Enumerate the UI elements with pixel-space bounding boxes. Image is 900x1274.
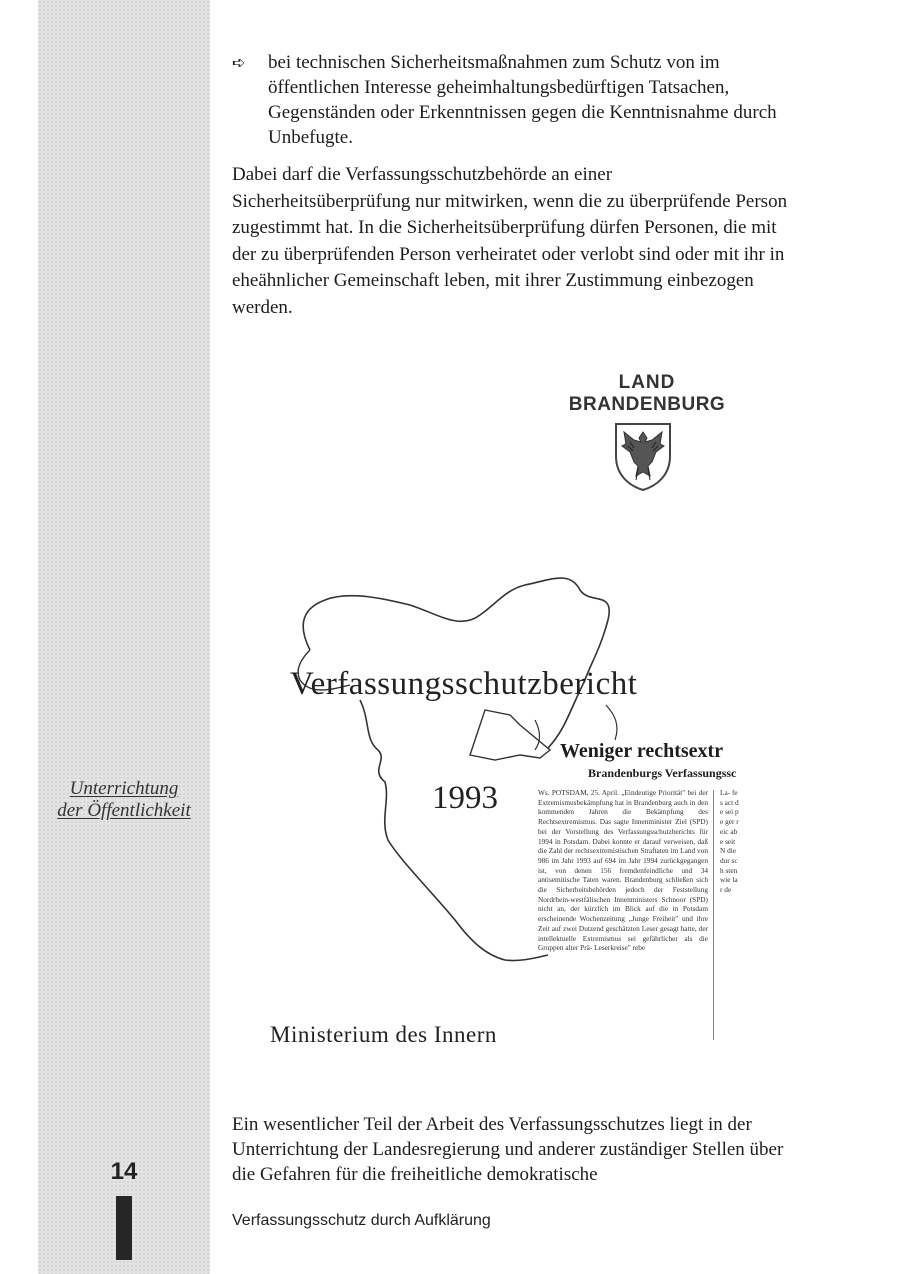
land-brandenburg-logo [562,372,732,416]
cover-title: Verfassungsschutzbericht [290,666,638,702]
sidebar-heading-line1: Unterrichtung [69,778,179,799]
clipping-second-column: La- fes act de sei pe ger reic abe seit N die dur sch sten wie lar de [720,788,739,895]
newspaper-clipping [530,740,740,1050]
logo-line1: LAND [618,372,676,393]
cover-year: 1993 [432,780,498,816]
sidebar-heading-line2: der Öffentlichkeit [57,800,191,821]
paragraph-security-check: Dabei darf die Verfassungsschutzbehörde an einer Sicherheitsüberprüfung nur mitwirken, wenn die zu überprüfende Person zugestimmt hat. In die Sicherheitsüberprüfung dürfen Personen, die mit der zu überprüfenden Person verheiratet oder verlobt sind oder mit ihr in eheähnlicher Gemeinschaft leben, mit ihrer Zustimmung einbezogen werden. [232,164,788,318]
paragraph-information: Ein wesentlicher Teil der Arbeit des Verfassungsschutzes liegt in der Unterrichtung der Landesregierung und anderer zuständiger Stellen über die Gefahren für die freiheitliche demokratische [232,1114,784,1185]
cover-ministry: Ministerium des Innern [270,1022,497,1047]
page-footer: Verfassungsschutz durch Aufklärung [232,1212,491,1229]
arrow-bullet-icon: ➪ [232,55,246,72]
sidebar-heading [38,778,210,822]
page-number: 14 [110,1158,138,1185]
clipping-headline: Weniger rechtsextr [560,740,724,762]
clipping-column-rule [713,790,714,1040]
clipping-body: Ws. POTSDAM, 25. April. „Eindeutige Priorität" bei der Extremismusbekämpfung hat in Brandenburg auch in den kommenden Jahren die Bekämpfung des Rechtsextremismus. Das sagte Innenminister Ziel (SPD) bei der Vorstellung des Verfassungsschutzberichts für 1994 in Potsdam. Dabei konnte er darauf verweisen, daß die Zahl der rechtsextremistischen Straftaten im Land von 986 im Jahr 1993 auf 694 im Jahr 1994 zurückgegangen ist, von denen 156 fremdenfeindliche und 34 antisemitische Taten waren. Brandenburg schließen sich die Sicherheitsbehörden jedoch der Feststellung Nordrhein-westfälischen Innenministers Schnoor (SPD) nicht an, der kürzlich im Blick auf die in Potsdam erscheinende Wochenzeitung „Junge Freiheit" und ihre Zeit auf zwei Dutzend geschätzten Leser gesagt hatte, der intellektuelle Extremismus sei gefährlicher als die Gruppen alter Prä- Leserkreise" rebe [538,788,708,953]
clipping-subheadline: Brandenburgs Verfassungssc [588,766,737,780]
eagle-coat-of-arms-icon [612,418,674,492]
sidebar-panel [38,0,210,1274]
page-marker-bar [116,1196,132,1260]
bullet-text: bei technischen Sicherheitsmaßnahmen zum Schutz von im öffentlichen Interesse geheimhaltungsbedürftigen Tatsachen, Gegenständen oder Erkenntnissen gegen die Kenntnisnahme durch Unbefugte. [268,52,777,148]
logo-line2: BRANDENBURG [568,394,726,415]
